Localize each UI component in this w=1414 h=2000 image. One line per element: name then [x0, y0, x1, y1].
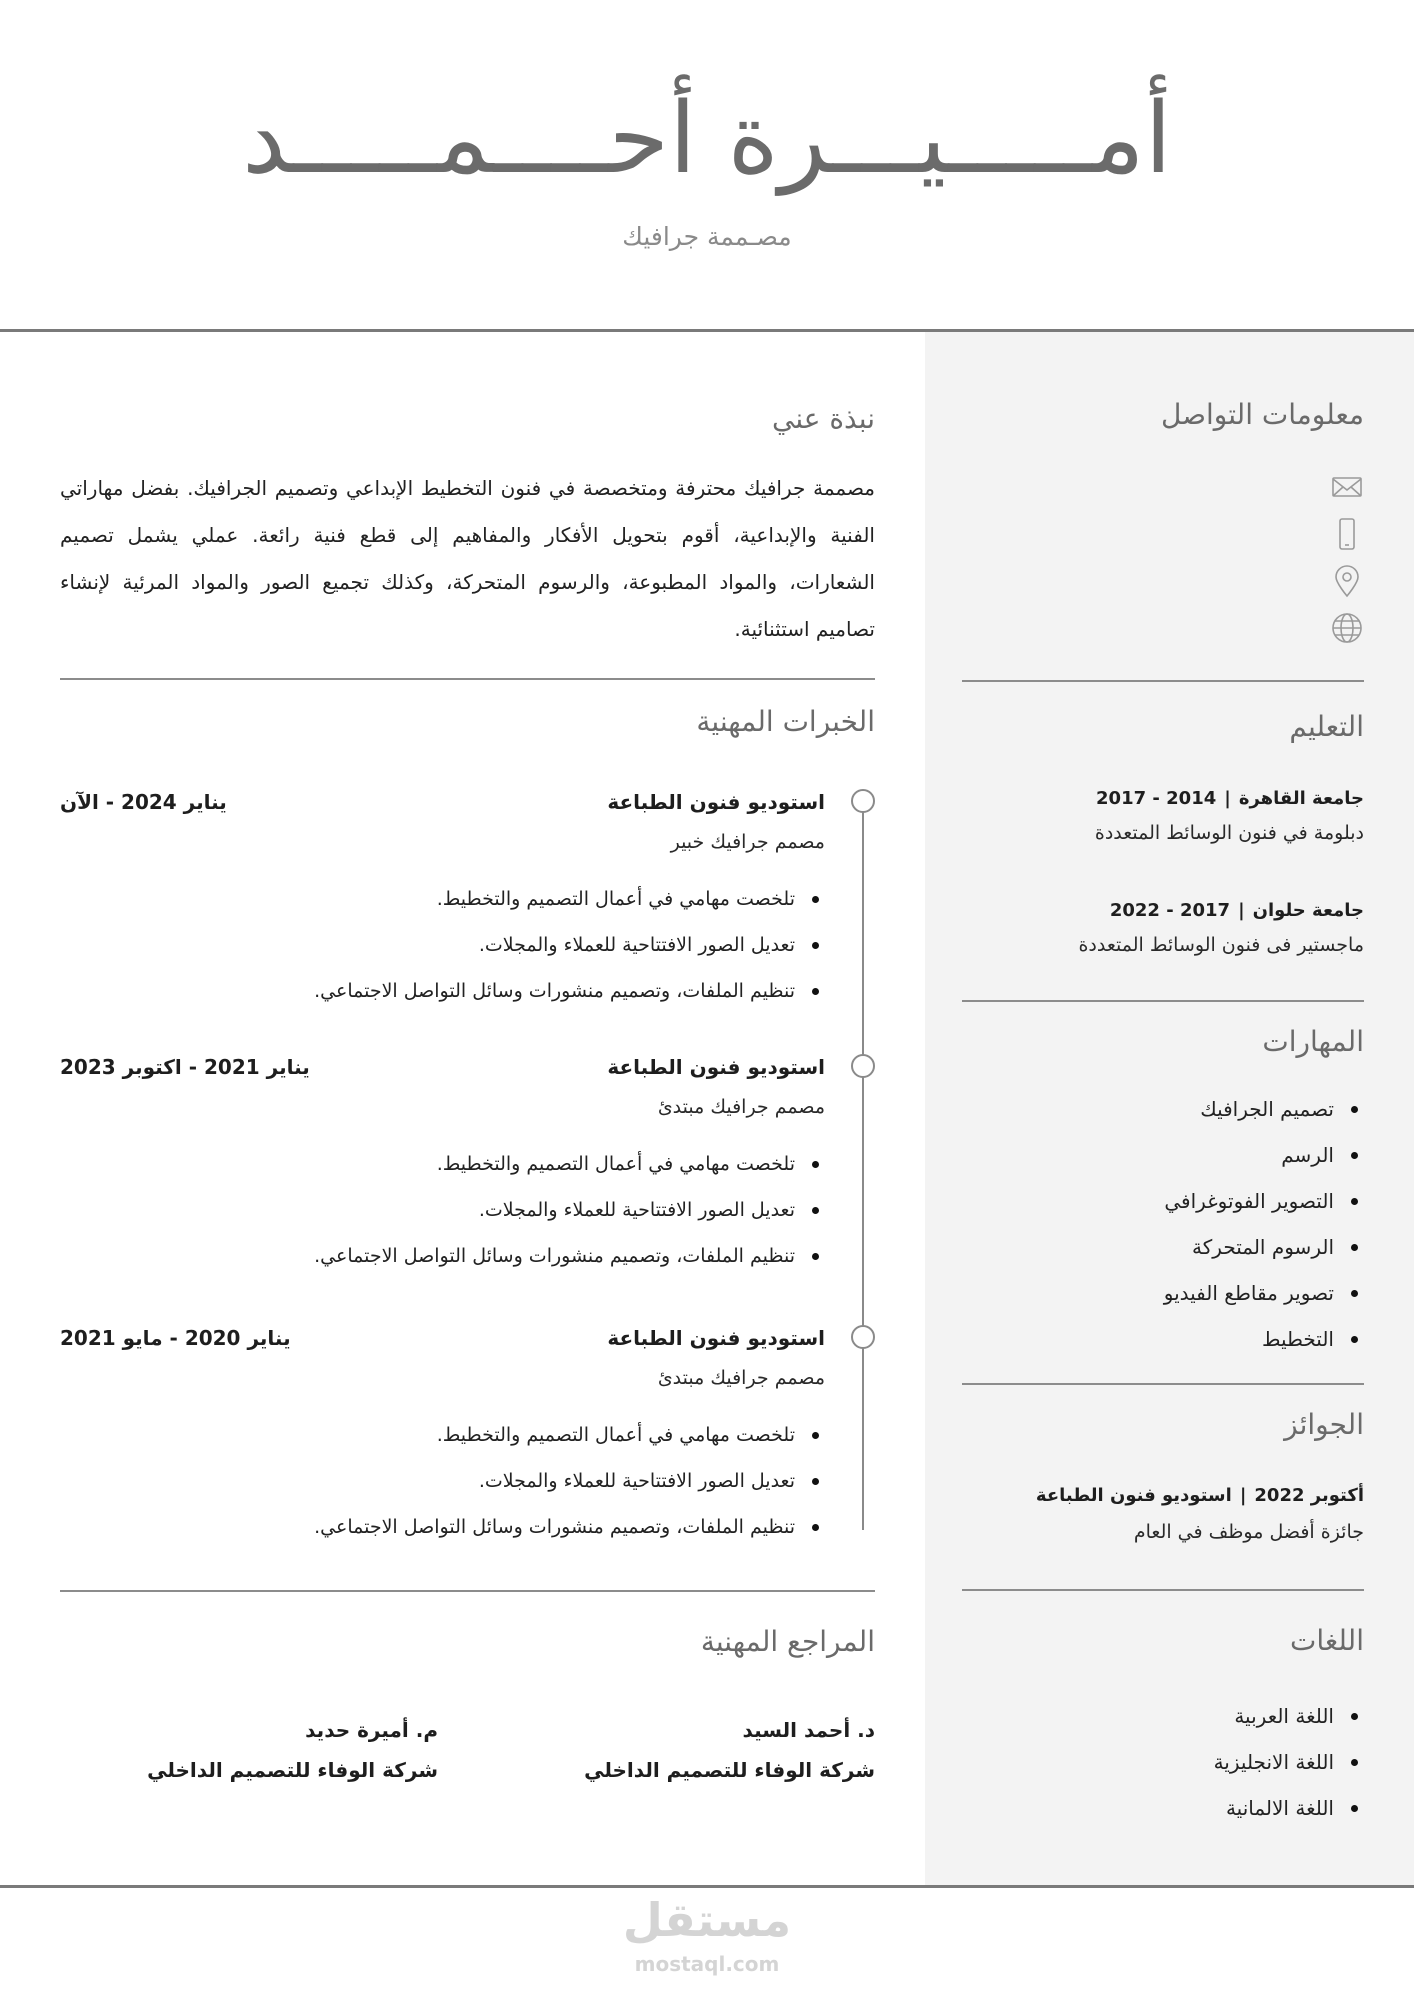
- person-name: أمـــــيـــرة أحــــمـــــد: [242, 82, 1172, 196]
- education-item: جامعة القاهرة|2014 - 2017 دبلومة في فنون الوسائط المتعددة: [962, 782, 1364, 850]
- timeline-line: [862, 800, 864, 1530]
- job-role: مصمم جرافيك مبتدئ: [657, 1367, 825, 1389]
- education-school: جامعة حلوان: [1252, 900, 1364, 921]
- contact-section-title: معلومات التواصل: [1160, 398, 1364, 431]
- award-date: أكتوبر 2022: [1254, 1485, 1364, 1506]
- site-watermark: [600, 1890, 814, 1978]
- award-description: جائزة أفضل موظف في العام: [1133, 1521, 1364, 1543]
- globe-icon: [1330, 611, 1364, 645]
- job-period: يناير 2020 - مايو 2021: [60, 1326, 291, 1350]
- references-section-title: المراجع المهنية: [700, 1625, 875, 1658]
- job-company: استوديو فنون الطباعة: [607, 790, 825, 814]
- skills-section-title: المهارات: [1262, 1025, 1364, 1058]
- sidebar-divider: [962, 1383, 1364, 1385]
- skill-item: الرسوم المتحركة: [1164, 1224, 1364, 1270]
- job-role: مصمم جرافيك خبير: [670, 831, 825, 853]
- languages-section-title: اللغات: [1290, 1624, 1364, 1657]
- reference-item: [584, 1710, 875, 1790]
- job-task: تعديل الصور الافتتاحية للعملاء والمجلات.: [60, 1458, 825, 1504]
- watermark-latin: mostaql.com: [634, 1952, 780, 1976]
- skills-list: [1164, 1086, 1364, 1362]
- job-tasks: [60, 1412, 825, 1550]
- skill-item: التصوير الفوتوغرافي: [1164, 1178, 1364, 1224]
- watermark-arabic: مستقل: [622, 1893, 792, 1947]
- job-tasks: [60, 1141, 825, 1279]
- job-task: تعديل الصور الافتتاحية للعملاء والمجلات.: [60, 1187, 825, 1233]
- education-school: جامعة القاهرة: [1238, 788, 1364, 809]
- job-task: تلخصت مهامي في أعمال التصميم والتخطيط.: [60, 1412, 825, 1458]
- award-item: أكتوبر 2022|استوديو فنون الطباعة جائزة أفضل موظف في العام: [962, 1478, 1364, 1550]
- sidebar-divider: [962, 1589, 1364, 1591]
- mobile-phone-icon: [1330, 517, 1364, 551]
- timeline-node: [851, 789, 875, 813]
- reference-company: شركة الوفاء للتصميم الداخلي: [147, 1758, 438, 1782]
- education-section-title: التعليم: [1289, 710, 1364, 743]
- job-task: تعديل الصور الافتتاحية للعملاء والمجلات.: [60, 922, 825, 968]
- language-item: اللغة الالمانية: [1214, 1785, 1364, 1831]
- skill-item: الرسم: [1164, 1132, 1364, 1178]
- experience-item: [60, 1047, 825, 1279]
- reference-name: د. أحمد السيد: [742, 1718, 875, 1742]
- main-divider: [60, 678, 875, 680]
- education-degree: ماجستير فى فنون الوسائط المتعددة: [1078, 934, 1364, 956]
- education-item: جامعة حلوان|2017 - 2022 ماجستير فى فنون الوسائط المتعددة: [962, 894, 1364, 962]
- skill-item: التخطيط: [1164, 1316, 1364, 1362]
- language-item: اللغة الانجليزية: [1214, 1739, 1364, 1785]
- language-item: اللغة العربية: [1214, 1693, 1364, 1739]
- job-period: يناير 2024 - الآن: [60, 790, 227, 814]
- footer-divider: [0, 1885, 1414, 1888]
- job-task: تنظيم الملفات، وتصميم منشورات وسائل التواصل الاجتماعي.: [60, 1504, 825, 1550]
- job-period: يناير 2021 - اكتوبر 2023: [60, 1055, 310, 1079]
- location-pin-icon: [1330, 564, 1364, 598]
- experience-item: [60, 782, 825, 1014]
- job-task: تلخصت مهامي في أعمال التصميم والتخطيط.: [60, 1141, 825, 1187]
- about-text: مصممة جرافيك محترفة ومتخصصة في فنون التخطيط الإبداعي وتصميم الجرافيك. بفضل مهاراتي الفنية والإبداعية، أقوم بتحويل الأفكار والمفاهيم إلى قطع فنية رائعة. عملي يشمل تصميم الشعارات، والمواد المطبوعة، والرسوم المتحركة، وكذلك تجميع الصور والمواد المرئية لإنشاء تصاميم استثنائية.: [60, 476, 875, 641]
- about-section-title: نبذة عني: [771, 402, 875, 435]
- education-period: 2017 - 2022: [1109, 900, 1231, 921]
- contact-icons: [1330, 470, 1364, 658]
- resume-header: [0, 0, 1414, 330]
- languages-list: [1214, 1693, 1364, 1831]
- reference-item: [147, 1710, 438, 1790]
- education-degree: دبلومة في فنون الوسائط المتعددة: [1094, 822, 1364, 844]
- experience-item: [60, 1318, 825, 1550]
- timeline-node: [851, 1325, 875, 1349]
- sidebar-divider: [962, 1000, 1364, 1002]
- award-organization: استوديو فنون الطباعة: [1035, 1485, 1232, 1506]
- experience-section-title: الخبرات المهنية: [696, 705, 875, 738]
- reference-name: م. أميرة حديد: [305, 1718, 438, 1742]
- reference-company: شركة الوفاء للتصميم الداخلي: [584, 1758, 875, 1782]
- person-job-title: مصـممة جرافيك: [622, 222, 792, 251]
- job-tasks: [60, 876, 825, 1014]
- education-period: 2014 - 2017: [1096, 788, 1217, 809]
- envelope-icon: [1330, 470, 1364, 504]
- skill-item: تصوير مقاطع الفيديو: [1164, 1270, 1364, 1316]
- job-task: تنظيم الملفات، وتصميم منشورات وسائل التواصل الاجتماعي.: [60, 968, 825, 1014]
- job-task: تنظيم الملفات، وتصميم منشورات وسائل التواصل الاجتماعي.: [60, 1233, 825, 1279]
- job-company: استوديو فنون الطباعة: [607, 1055, 825, 1079]
- job-task: تلخصت مهامي في أعمال التصميم والتخطيط.: [60, 876, 825, 922]
- awards-section-title: الجوائز: [1284, 1408, 1364, 1441]
- skill-item: تصميم الجرافيك: [1164, 1086, 1364, 1132]
- job-role: مصمم جرافيك مبتدئ: [657, 1096, 825, 1118]
- timeline-node: [851, 1054, 875, 1078]
- job-company: استوديو فنون الطباعة: [607, 1326, 825, 1350]
- main-divider: [60, 1590, 875, 1592]
- sidebar-divider: [962, 680, 1364, 682]
